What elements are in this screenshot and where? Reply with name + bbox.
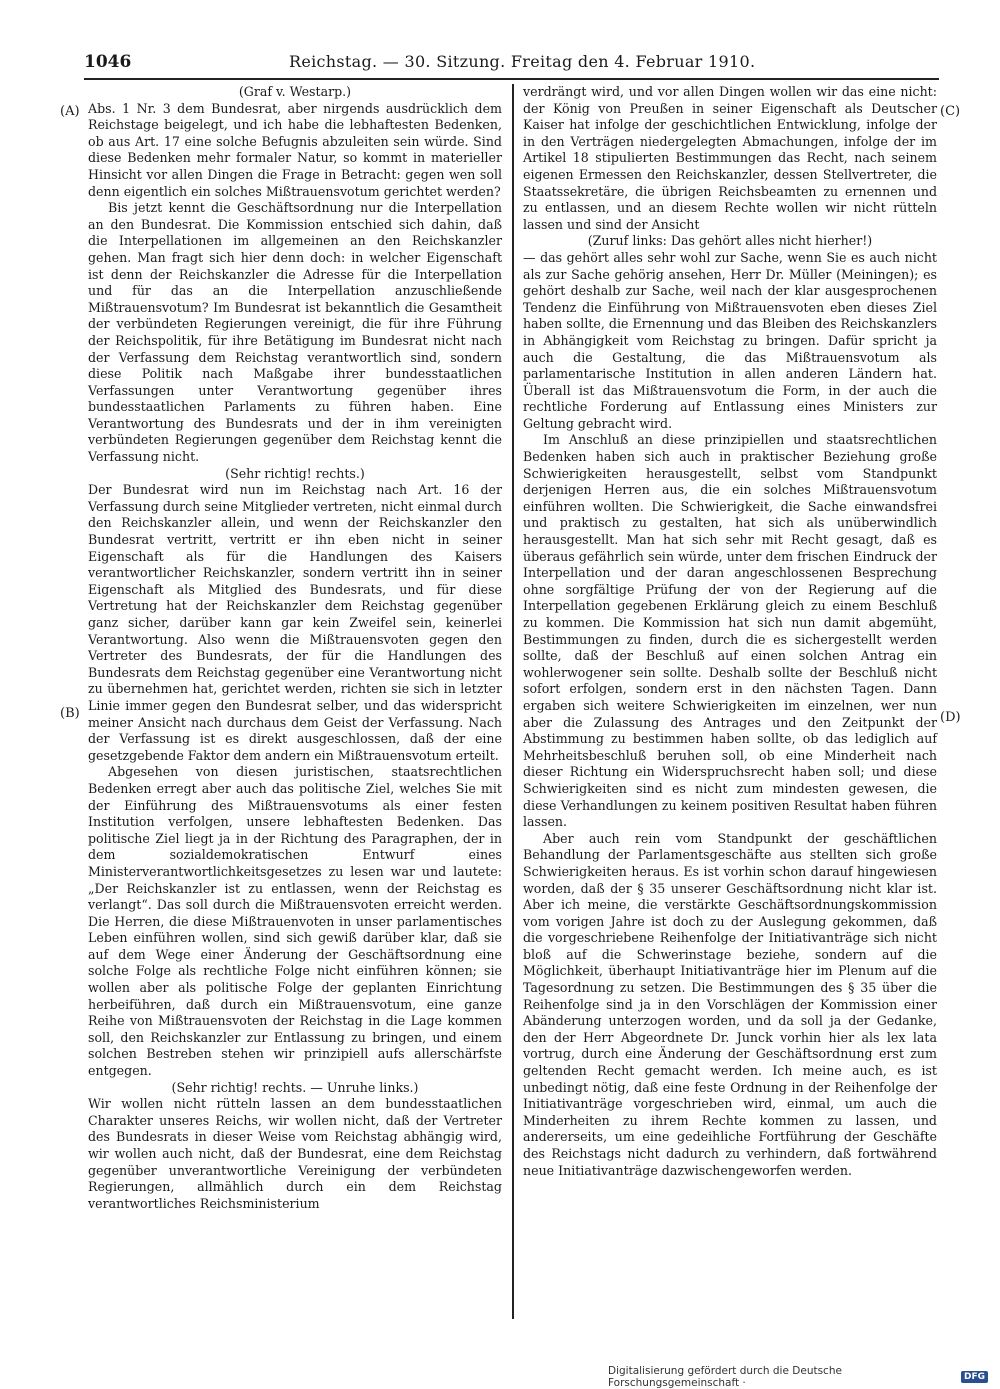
right-column — [523, 84, 937, 1179]
page-number: 1046 — [84, 52, 132, 72]
interjection: (Sehr richtig! rechts. — Unruhe links.) — [171, 1079, 419, 1095]
dfg-logo: DFG — [961, 1371, 988, 1383]
interjection: (Sehr richtig! rechts.) — [225, 465, 365, 481]
footer-text: Digitalisierung gefördert durch die Deutsche Forschungsgemeinschaft · — [608, 1365, 842, 1389]
paragraph: Abgesehen von diesen juristischen, staatsrechtlichen Bedenken erregt aber auch das politische Ziel, welches Sie mit der Einführung des Mißtrauensvotums als einer festen Institution verfolgen, unsere lebhaftesten Bedenken. Das politische Ziel liegt ja in der Richtung des Paragraphen, der in dem sozialdemokratischen Entwurf eines Ministerverantwortlichkeitsgesetzes zu lesen war und lautete: „Der Reichskanzler ist zu entlassen, wenn der Reichstag es verlangt“. Das soll durch die Mißtrauensvoten erreicht werden. Die Herren, die diese Mißtrauenvoten in unser parlamentisches Leben einführen wollen, sind sich gewiß darüber klar, daß sie auf dem Wege einer Änderung der Geschäftsordnung eine solche Folge als rechtliche Folge nicht einführen können; sie wollen aber als politische Folge der geplanten Einrichtung herbeiführen, daß durch ein Mißtrauensvotum, eine ganze Reihe von Mißtrauensvoten der Reichstag in die Lage kommen soll, den Reichskanzler zur Entlassung zu bringen, und einem solchen Bestreben stehen wir prinzipiell aufs allerschärfste entgegen. — [88, 764, 502, 1079]
paragraph: Wir wollen nicht rütteln lassen an dem bundesstaatlichen Charakter unseres Reichs, wir wollen nicht, daß der Vertreter des Bundesrats in dieser Weise vom Reichstag abhängig wird, wir wollen auch nicht, daß der Bundesrat, eine dem Reichstag gegenüber unverantwortliche Vereinigung der verbündeten Regierungen, allmählich durch ein dem Reichstag verantwortliches Reichsministerium — [88, 1096, 502, 1211]
paragraph: — das gehört alles sehr wohl zur Sache, wenn Sie es auch nicht als zur Sache gehörig ansehen, Herr Dr. Müller (Meiningen); es gehört deshalb zur Sache, weil nach der klar ausgesprochenen Tendenz die Einführung von Mißtrauensvoten eben dieses Ziel haben sollte, die Ernennung und das Bleiben des Reichskanzlers in Abhängigkeit vom Reichstag zu bringen. Dafür spricht ja auch die Gestaltung, die das Mißtrauensvotum als parlamentarische Institution in allen anderen Ländern hat. Überall ist das Mißtrauensvotum die Form, in der auch die rechtliche Forderung auf Entlassung eines Ministers zur Geltung gebracht wird. — [523, 249, 937, 431]
paragraph: Abs. 1 Nr. 3 dem Bundesrat, aber nirgends ausdrücklich dem Reichstage beigelegt, und ich habe die lebhaftesten Bedenken, ob aus Art. 17 eine solche Befugnis abzuleiten sein würde. Sind diese Bedenken mehr formaler Natur, so kommt in materieller Hinsicht vor allen Dingen die Frage in Betracht: gegen wen soll denn eigentlich ein solches Mißtrauensvotum gerichtet werden? — [88, 100, 502, 199]
column-rule — [512, 84, 514, 1319]
page-header — [84, 52, 936, 76]
interjection: (Zuruf links: Das gehört alles nicht hierher!) — [587, 233, 873, 249]
paragraph: verdrängt wird, und vor allen Dingen wollen wir das eine nicht: der König von Preußen in seiner Eigenschaft als Deutscher Kaiser hat infolge der geschichtlichen Entwicklung, infolge der in den Verträgen niedergelegten Abmachungen, infolge der im Artikel 18 stipulierten Bestimmungen das Recht, nach seinem eigenen Ermessen den Reichskanzler, dessen Stellvertreter, die Staatssekretäre, die übrigen Reichsbeamten zu ernennen und zu entlassen, und an diesem Rechte wollen wir nicht rütteln lassen und sind der Ansicht — [523, 84, 937, 232]
margin-marker-b: (B) — [60, 706, 80, 721]
paragraph: Im Anschluß an diese prinzipiellen und staatsrechtlichen Bedenken haben sich auch in praktischer Beziehung große Schwierigkeiten herausgestellt, selbst vom Standpunkt derjenigen Herren aus, die ein solches Mißtrauensvotum einführen wollten. Die Schwierigkeit, die Sache einwandsfrei und praktisch zu gestalten, hat sich als unüberwindlich herausgestellt. Man hat sich sehr mit Recht gesagt, daß es überaus gefährlich sein würde, unter dem frischen Eindruck der Interpellation und der daran angeschlossenen Besprechung ohne sorgfältige Prüfung der von der Regierung auf die Interpellation gegebenen Erklärung gleich zu einem Beschluß zu kommen. Die Kommission hat sich nun damit abgemüht, Bestimmungen zu finden, durch die es sichergestellt werden sollte, daß der Beschluß auf einen solchen Antrag ein wohlerwogener sein sollte. Deshalb sollte der Beschluß nicht sofort erfolgen, sondern erst in den nächsten Tagen. Dann ergaben sich weitere Schwierigkeiten im einzelnen, wer nun aber die Zulassung des Antrages und den Zeitpunkt der Abstimmung zu bestimmen haben sollte, ob das lediglich auf Mehrheitsbeschluß beruhen soll, ob eine Minderheit nach dieser Richtung ein Widerspruchsrecht haben soll; und diese Schwierigkeiten sind es nicht zum mindesten gewesen, die diese Verhandlungen zu keinem positiven Resultat haben führen lassen. — [523, 432, 937, 830]
left-column — [88, 84, 502, 1212]
paragraph: Aber auch rein vom Standpunkt der geschäftlichen Behandlung der Parlamentsgeschäfte aus stellten sich große Schwierigkeiten heraus. Es ist vorhin schon darauf hingewiesen worden, daß der § 35 unserer Geschäftsordnung nicht klar ist. Aber ich meine, die verstärkte Geschäftsordnungskommission vom vorigen Jahre ist doch zu der Auslegung gekommen, daß die vorgeschriebene Reihenfolge der Initiativanträge sich nicht bloß auf die Schwerinstage beziehe, sondern auf die Möglichkeit, überhaupt Initiativanträge hier im Plenum auf die Tagesordnung zu setzen. Die Bestimmungen des § 35 über die Reihenfolge sind ja in den Vorschlägen der Kommission einer Abänderung unterzogen worden, und da soll ja der Gedanke, den der Herr Abgeordnete Dr. Junck vorhin hier als lex lata vortrug, durch eine Änderung der Geschäftsordnung erst zum geltenden Recht gemacht werden. Ich meine auch, es ist unbedingt nötig, daß eine feste Ordnung in der Reihenfolge der Initiativanträge vorgeschrieben wird, einmal, um auch die Minderheiten zu ihrem Rechte kommen zu lassen, und andererseits, um eine gedeihliche Fortführung der Geschäfte des Reichstags nicht dadurch zu verhindern, daß fortwährend neue Initiativanträge dazwischengeworfen werden. — [523, 830, 937, 1178]
margin-marker-d: (D) — [940, 710, 961, 725]
margin-marker-a: (A) — [60, 104, 80, 119]
margin-marker-c: (C) — [940, 104, 961, 119]
paragraph: Der Bundesrat wird nun im Reichstag nach Art. 16 der Verfassung durch seine Mitglieder vertreten, nicht einmal durch den Reichskanzler allein, und wenn der Reichskanzler den Bundesrat vertritt, vertritt er ihn eben nicht in seiner Eigenschaft als für die Handlungen des Kaisers verantwortlicher Reichskanzler, sondern vertritt ihn in seiner Eigenschaft als Mitglied des Bundesrats, und für diese Vertretung hat der Reichskanzler dem Reichstag gegenüber ganz sicher, darüber kann gar kein Zweifel sein, keinerlei Verantwortung. Also wenn die Mißtrauensvoten gegen den Vertreter des Bundesrats, der für die Handlungen des Bundesrats dem Reichstag gegenüber eine Verantwortung nicht zu übernehmen hat, gerichtet werden, richten sie sich in letzter Linie immer gegen den Bundesrat selber, und das widerspricht meiner Ansicht nach durchaus dem Geist der Verfassung. Nach der Verfassung ist es direkt ausgeschlossen, daß der eine gesetzgebende Faktor dem andern ein Mißtrauensvotum erteilt. — [88, 482, 502, 763]
speaker-note: (Graf v. Westarp.) — [238, 84, 352, 99]
paragraph: Bis jetzt kennt die Geschäftsordnung nur die Interpellation an den Bundesrat. Die Kommission entschied sich dahin, daß die Interpellationen im allgemeinen an den Reichskanzler gehen. Man fragt sich hier denn doch: in welcher Eigenschaft ist denn der Reichskanzler die Adresse für die Interpellation und für das an die Interpellation anzuschließende Mißtrauensvotum? Im Bundesrat ist bekanntlich die Gesamtheit der verbündeten Regierungen vereinigt, die für ihre Führung der Reichspolitik, für ihre Betätigung im Bundesrat nicht nach der Verfassung dem Reichstag verantwortlich sind, sondern diese Politik nach Maßgabe ihrer bundesstaatlichen Verfassungen unter Verantwortung gegenüber ihres bundesstaatlichen Parlaments zu führen haben. Eine Verantwortung des Bundesrats und der in ihm vereinigten verbündeten Regierungen gegenüber dem Reichstag kennt die Verfassung nicht. — [88, 200, 502, 465]
footer — [608, 1365, 988, 1389]
running-title: Reichstag. — 30. Sitzung. Freitag den 4. Februar 1910. — [289, 52, 756, 71]
header-rule — [84, 78, 939, 80]
